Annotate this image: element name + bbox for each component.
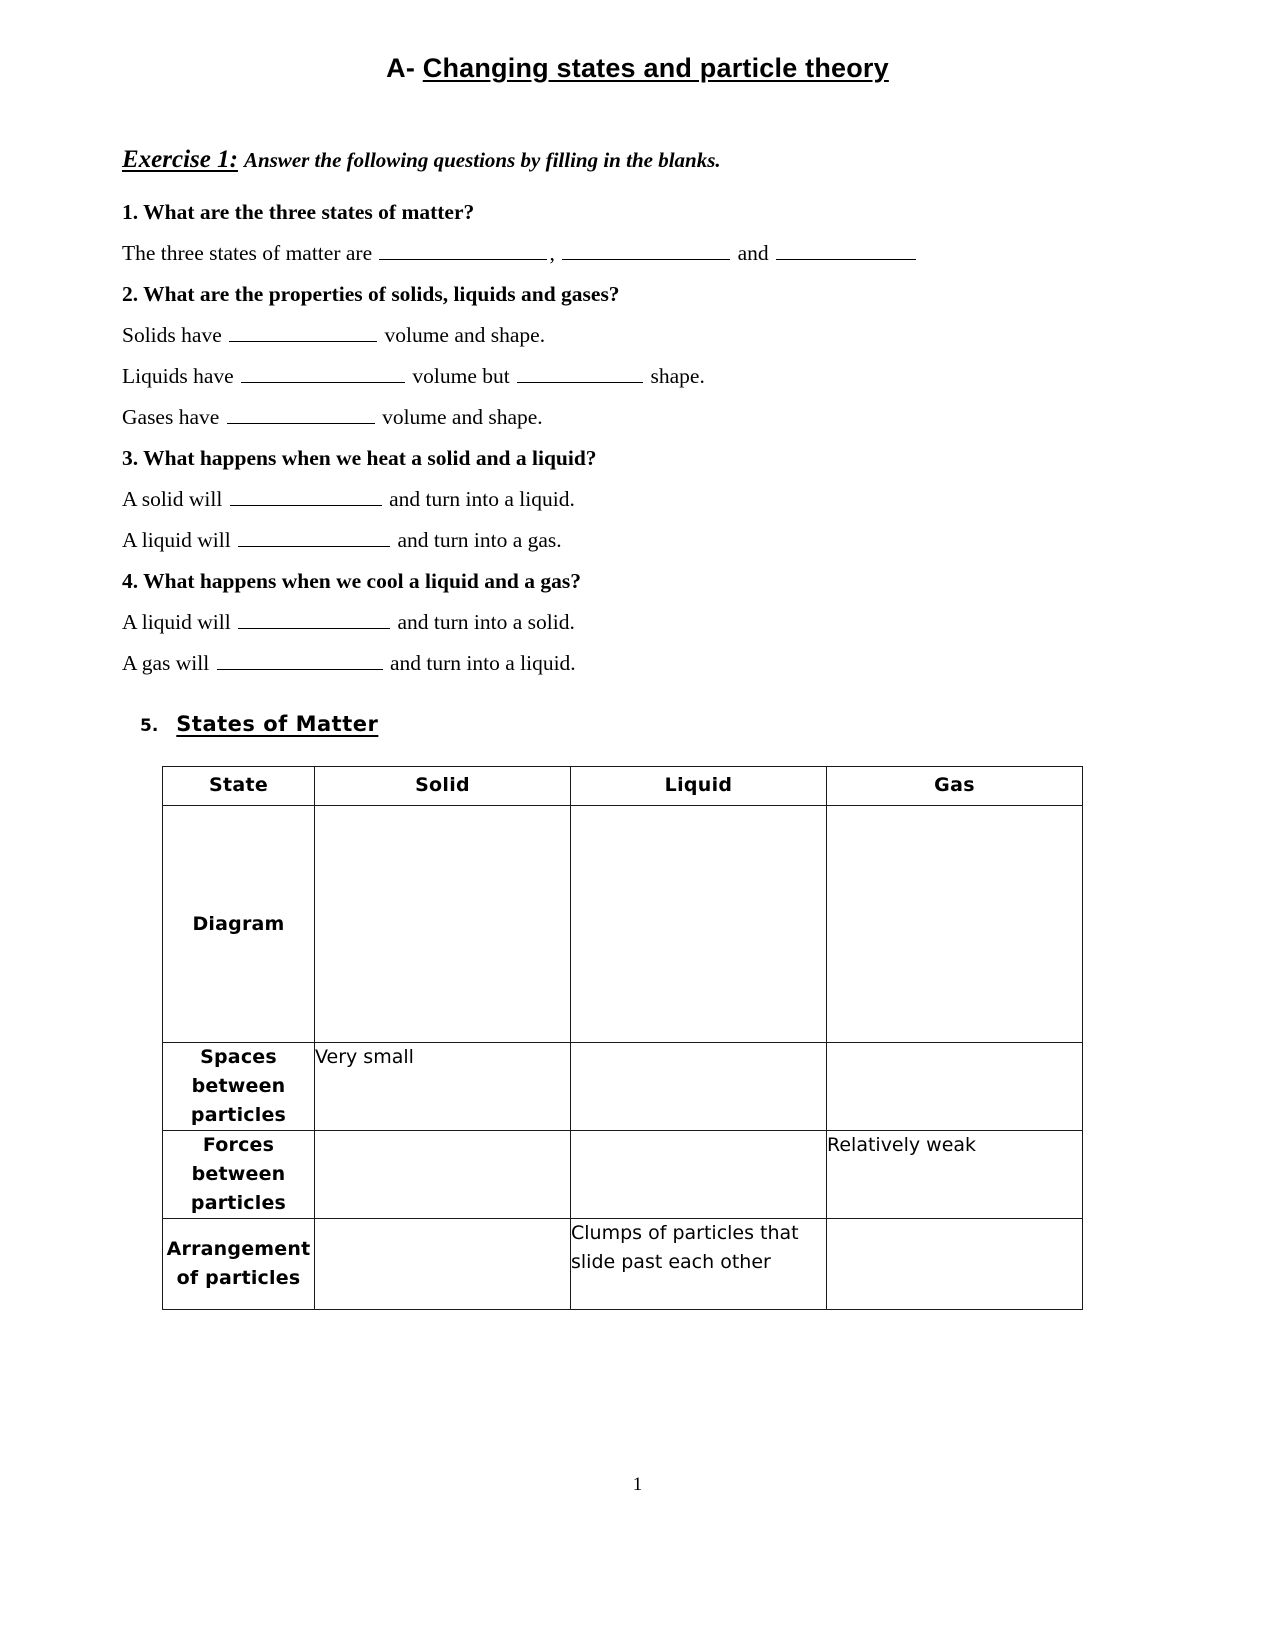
column-header-state: State [163,767,315,806]
cell-diagram-gas[interactable] [827,806,1083,1043]
answer-text: and turn into a gas. [397,528,562,552]
column-header-gas: Gas [827,767,1083,806]
row-label-spaces-between-particles: Spaces between particles [163,1043,315,1131]
answer-text: and [737,241,769,265]
question-1: 1. What are the three states of matter? [122,200,475,224]
answer-text: shape. [650,364,705,388]
blank-field[interactable] [517,362,643,383]
blank-field[interactable] [229,321,377,342]
answer-text: Liquids have [122,364,234,388]
answer-text: Solids have [122,323,222,347]
page-number: 1 [632,1474,643,1495]
answer-line-8 [122,643,1132,684]
answer-text: volume but [412,364,510,388]
blank-field[interactable] [241,362,405,383]
table-row [163,1043,1083,1131]
answer-text: volume and shape. [382,405,543,429]
blank-field[interactable] [217,649,383,670]
cell-forces-solid[interactable] [315,1131,571,1219]
answer-text: A solid will [122,487,223,511]
blank-field[interactable] [238,608,390,629]
answer-line-5 [122,479,1132,520]
exercise-heading [122,146,721,174]
answer-line-7 [122,602,1132,643]
cell-spaces-gas[interactable] [827,1043,1083,1131]
blank-field[interactable] [230,485,382,506]
cell-forces-gas[interactable]: Relatively weak [827,1131,1083,1219]
item-5-title: States of Matter [176,712,379,736]
answer-text: , [549,241,555,265]
blank-field[interactable] [238,526,390,547]
page-title [0,53,1275,84]
answer-text: A gas will [122,651,210,675]
row-label-arrangement-of-particles: Arrangement of particles [163,1219,315,1310]
cell-arrangement-gas[interactable] [827,1219,1083,1310]
answer-text: and turn into a solid. [397,610,575,634]
question-2: 2. What are the properties of solids, liquids and gases? [122,282,620,306]
item-5-number: 5. [140,716,159,736]
row-label-forces-between-particles: Forces between particles [163,1131,315,1219]
answer-line-6 [122,520,1132,561]
cell-spaces-liquid[interactable] [571,1043,827,1131]
answer-text: volume and shape. [384,323,546,347]
answer-text: A liquid will [122,528,231,552]
blank-field[interactable] [562,239,730,260]
table-row [163,806,1083,1043]
exercise-description: Answer the following questions by filling in the blanks. [243,148,721,172]
states-of-matter-table [162,766,1083,1310]
cell-diagram-solid[interactable] [315,806,571,1043]
title-main: Changing states and particle theory [422,53,889,83]
answer-text: Gases have [122,405,220,429]
answer-text: and turn into a liquid. [389,651,576,675]
question-3: 3. What happens when we heat a solid and a liquid? [122,446,597,470]
blank-field[interactable] [227,403,375,424]
answer-text: The three states of matter are [122,241,373,265]
exercise-label: Exercise 1: [122,146,238,173]
answer-line-4 [122,397,1132,438]
answer-text: A liquid will [122,610,231,634]
cell-arrangement-solid[interactable] [315,1219,571,1310]
column-header-liquid: Liquid [571,767,827,806]
cell-arrangement-liquid[interactable]: Clumps of particles that slide past each other [571,1219,827,1310]
answer-line-1 [122,233,1132,274]
blank-field[interactable] [776,239,916,260]
row-label-diagram: Diagram [163,806,315,1043]
table-row [163,1131,1083,1219]
answer-line-3 [122,356,1132,397]
answer-text: and turn into a liquid. [389,487,575,511]
title-prefix: A- [386,53,423,83]
questions-block [122,192,1132,684]
table-header-row [163,767,1083,806]
column-header-solid: Solid [315,767,571,806]
item-5-heading [140,712,378,736]
cell-diagram-liquid[interactable] [571,806,827,1043]
cell-spaces-solid[interactable]: Very small [315,1043,571,1131]
cell-forces-liquid[interactable] [571,1131,827,1219]
answer-line-2 [122,315,1132,356]
blank-field[interactable] [379,239,547,260]
table-row [163,1219,1083,1310]
question-4: 4. What happens when we cool a liquid and a gas? [122,569,581,593]
